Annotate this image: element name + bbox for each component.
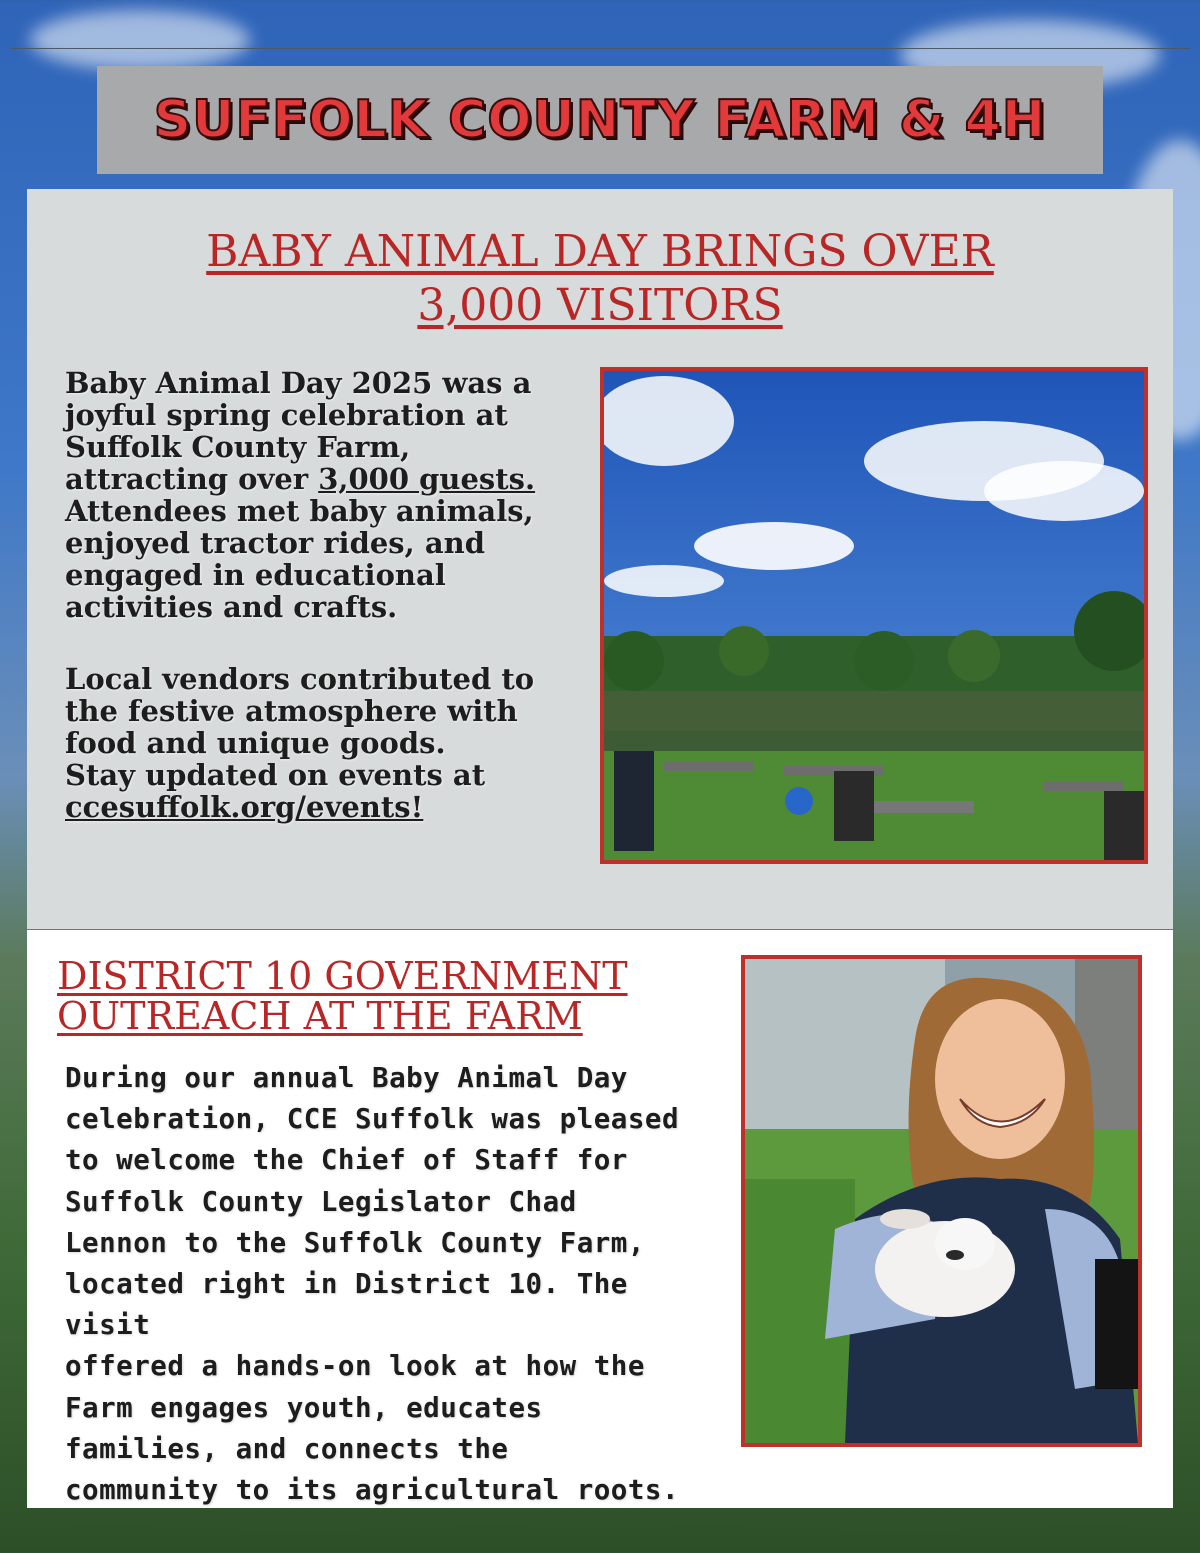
body-line: Suffolk County Farm,	[65, 430, 411, 464]
body-line	[65, 463, 585, 495]
body-line: During our annual Baby Animal Day	[65, 1062, 628, 1094]
body-line: Stay updated on events at	[65, 758, 486, 792]
body-line: activities and crafts.	[65, 590, 398, 624]
body-line: located right in District 10. The visit	[65, 1268, 628, 1342]
body-line: Attendees met baby animals,	[65, 494, 534, 528]
body-line: Lennon to the Suffolk County Farm,	[65, 1226, 645, 1259]
body-line: celebration, CCE Suffolk was pleased	[65, 1103, 680, 1136]
crowd-photo-illustration	[604, 371, 1144, 860]
body-text: attracting over	[65, 462, 319, 496]
body-line: offered a hands-on look at how the	[65, 1350, 645, 1383]
title-banner	[97, 66, 1103, 174]
body-line: Baby Animal Day 2025 was a	[65, 366, 532, 400]
portrait-photo-illustration	[745, 959, 1138, 1443]
body-line: Farm engages youth, educates	[65, 1391, 543, 1424]
top-rule	[10, 48, 1190, 49]
body-line: to welcome the Chief of Staff for	[65, 1144, 628, 1177]
body-line: the festive atmosphere with	[65, 694, 518, 728]
article1-heading	[27, 225, 1173, 333]
body-line: food and unique goods.	[65, 726, 446, 760]
guests-highlight: 3,000 guests.	[318, 462, 536, 496]
article1-heading-line1: BABY ANIMAL DAY BRINGS OVER	[206, 226, 994, 277]
body-line: engaged in educational	[65, 558, 446, 592]
woman-with-goat-photo	[741, 955, 1142, 1447]
body-line: enjoyed tractor rides, and	[65, 526, 485, 560]
event-crowd-photo	[600, 367, 1148, 864]
article2-heading-line1: DISTRICT 10 GOVERNMENT	[57, 954, 628, 998]
body-line: families, and connects the	[65, 1432, 509, 1465]
article2-body	[65, 1058, 725, 1511]
bg-cloud	[30, 10, 250, 70]
article2-heading-line2: OUTREACH AT THE FARM	[57, 994, 583, 1038]
events-link[interactable]: ccesuffolk.org/events!	[65, 790, 424, 824]
body-line: joyful spring celebration at	[65, 398, 508, 432]
article1-body	[65, 367, 585, 823]
article2-heading	[57, 956, 737, 1036]
body-line: Local vendors contributed to	[65, 662, 535, 696]
body-line: community to its agricultural roots.	[65, 1474, 680, 1507]
body-line: Suffolk County Legislator Chad	[65, 1185, 577, 1218]
baby-animal-day-panel	[27, 189, 1173, 929]
banner-title: SUFFOLK COUNTY FARM & 4H	[153, 90, 1047, 150]
article1-heading-line2: 3,000 VISITORS	[417, 280, 783, 331]
